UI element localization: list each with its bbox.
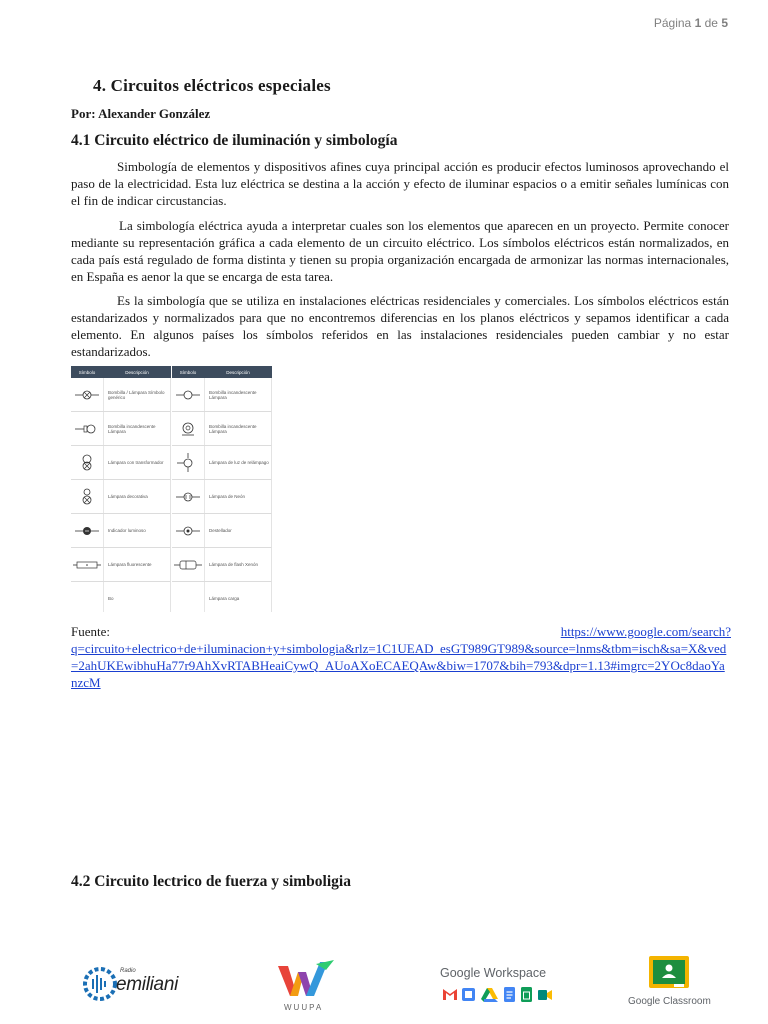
symbol-row: Bombilla incandescente Lámpara bbox=[172, 412, 272, 446]
symbol-row: Indicador luminoso bbox=[71, 514, 171, 548]
incandescent-lamp-symbol-icon bbox=[71, 412, 104, 445]
symbol-row: Lámpara de flash Xenón bbox=[172, 548, 272, 582]
lamp-symbol-icon bbox=[71, 582, 104, 612]
symbol-row: Lámpara decorativa bbox=[71, 480, 171, 514]
page-number: Página 1 de 5 bbox=[653, 16, 728, 30]
source-link-line-1[interactable]: https://www.google.com/search? bbox=[560, 624, 731, 639]
section-heading-4-1: 4.1 Circuito eléctrico de iluminación y simbología bbox=[71, 132, 398, 149]
lightning-lamp-symbol-icon bbox=[172, 446, 205, 479]
fluorescent-lamp-symbol-icon bbox=[71, 548, 104, 581]
symbol-row: Lámpara de Neón bbox=[172, 480, 272, 514]
lamp-with-transformer-symbol-icon bbox=[71, 446, 104, 479]
incandescent-lamp-alt-symbol-icon bbox=[172, 412, 205, 445]
calendar-icon bbox=[462, 988, 475, 1001]
drive-icon bbox=[481, 988, 498, 1002]
symbol-row: Lámpara carga bbox=[172, 582, 272, 612]
sheets-icon bbox=[521, 987, 532, 1002]
wuupa-logo: WUUPA bbox=[276, 958, 336, 1016]
source-link-continuation[interactable]: q=circuito+electrico+de+iluminacion+y+simbologia&rlz=1C1UEAD_esGT989GT989&source=lnms&tbm=isch&sa=X&ved=2ahUKEwibhuHa77r9AhXvRTABHeaiCywQ_AUoAXoECAEQAw&biw=1707&bih=793&dpr=1.13#imgrc=2YOc8daoYanzcM bbox=[71, 641, 727, 690]
author-line: Por: Alexander González bbox=[71, 106, 211, 121]
lighting-symbol-table-image bbox=[71, 366, 272, 612]
classroom-board-icon bbox=[647, 954, 691, 992]
symbol-row: Bombilla incandescente Lámpara bbox=[172, 378, 272, 412]
google-classroom-logo: Google Classroom bbox=[624, 954, 714, 1014]
symbol-row: Destellador bbox=[172, 514, 272, 548]
charge-lamp-symbol-icon bbox=[172, 582, 205, 612]
symbol-row: Bo bbox=[71, 582, 171, 612]
workspace-app-icons bbox=[442, 986, 552, 1002]
symbol-table-right-column bbox=[172, 366, 272, 612]
wuupa-w-icon bbox=[276, 958, 336, 1002]
paragraph-3: Es la simbología que se utiliza en instalaciones eléctricas residenciales y comerciales. Los símbolos eléctricos están estandarizados y normalizados para que no encontremos diferencias en los planos eléctricos y sepamos identificar a cada elemento. En algunos países los símbolos referidos en las instalaciones residenciales pueden cambiar y no estar estandarizados. bbox=[71, 293, 729, 359]
google-workspace-logo: Google Workspace bbox=[440, 966, 590, 1006]
radio-emiliani-logo: Radio emiliani bbox=[80, 964, 190, 1004]
symbol-row: Bombilla / Lámpara Símbolo genérico bbox=[71, 378, 171, 412]
symbol-table-header: Símbolo Descripción bbox=[172, 366, 272, 378]
gear-waveform-icon bbox=[80, 964, 120, 1004]
section-heading-4-2: 4.2 Circuito lectrico de fuerza y simboligia bbox=[71, 873, 351, 890]
source-label: Fuente: bbox=[71, 624, 110, 639]
source-citation bbox=[71, 623, 731, 691]
docs-icon bbox=[504, 987, 515, 1002]
symbol-table-left-column bbox=[71, 366, 171, 612]
flasher-symbol-icon bbox=[172, 514, 205, 547]
footer-logos bbox=[0, 948, 768, 1018]
incandescent-lamp-symbol-icon bbox=[172, 378, 205, 411]
neon-lamp-symbol-icon bbox=[172, 480, 205, 513]
indicator-light-symbol-icon bbox=[71, 514, 104, 547]
document-title: 4. Circuitos eléctricos especiales bbox=[93, 76, 331, 95]
gmail-icon bbox=[443, 989, 457, 1000]
symbol-row: Lámpara fluorescente bbox=[71, 548, 171, 582]
paragraph-1: Simbología de elementos y dispositivos afines cuya principal acción es producir efectos luminosos aprovechando el paso de la electricidad. Esta luz eléctrica se destina a la acción y efecto de iluminar espacios o a emitir señales lumínicas con el fin de indicar circustancias. bbox=[71, 159, 729, 208]
paragraph-2: La simbología eléctrica ayuda a interpretar cuales son los elementos que aparecen en un proyecto. Permite conocer mediante su representación gráfica a cada elemento de un circuito eléctrico. Los símbolos eléctricos están normalizados, en cada país está regulado de forma distinta y tienen su propia organización encargada de armonizar las normas internacionales, en España es aenor la que se encarga de esta tarea. bbox=[71, 218, 729, 284]
symbol-row: Bombilla incandescente Lámpara bbox=[71, 412, 171, 446]
decorative-lamp-symbol-icon bbox=[71, 480, 104, 513]
emiliani-wordmark: emiliani bbox=[116, 974, 179, 995]
symbol-row: Lámpara de luz de relámpago bbox=[172, 446, 272, 480]
xenon-flash-lamp-symbol-icon bbox=[172, 548, 205, 581]
symbol-row: Lámpara con transformador bbox=[71, 446, 171, 480]
meet-icon bbox=[538, 990, 552, 1000]
symbol-table-header: Símbolo Descripción bbox=[71, 366, 171, 378]
lamp-generic-symbol-icon bbox=[71, 378, 104, 411]
